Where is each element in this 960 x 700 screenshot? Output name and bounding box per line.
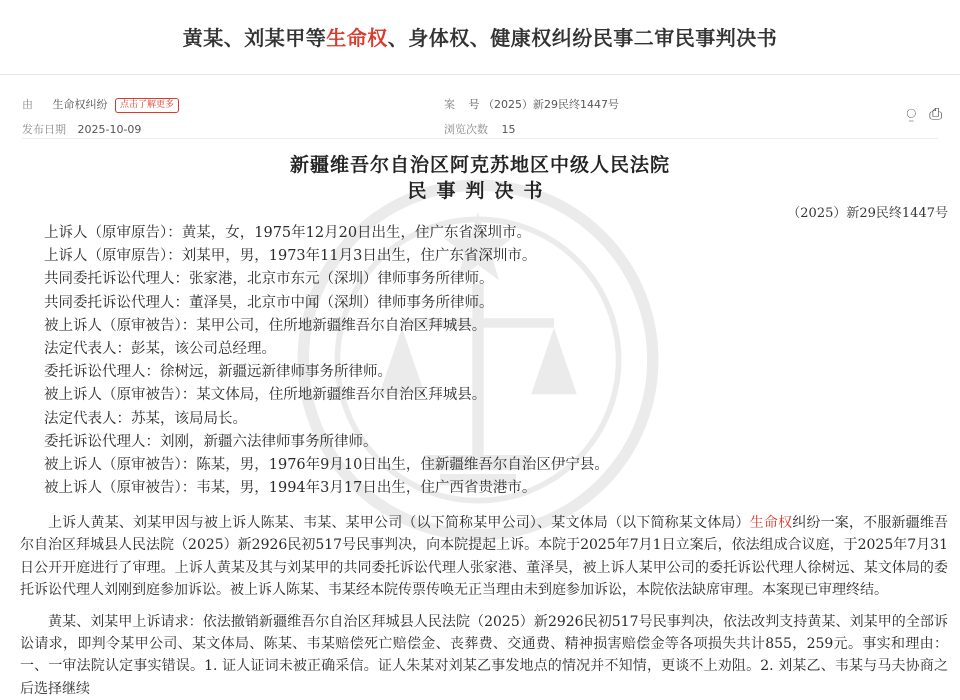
views-meta: [444, 121, 516, 137]
party-line: 上诉人（原审原告）：刘某甲，男，1973年11月3日出生，住广东省深圳市。: [44, 248, 537, 265]
party-line: 共同委托诉讼代理人：张家港，北京市东元（深圳）律师事务所律师。: [44, 271, 494, 288]
publish-date: 2025-10-09: [77, 123, 142, 136]
views-count: 15: [501, 123, 516, 136]
views-label: 浏览次数: [444, 123, 488, 136]
procedure-paragraph: 上诉人黄某、刘某甲因与被上诉人陈某、韦某、某甲公司（以下简称某甲公司）、某文体局（以下简称某文体局）生命权纠纷一案，不服新疆维吾尔自治区拜城县人民法院（2025）新2926民初517号民事判决，向本院提起上诉。本院于2025年7月1日立案后，依法组成合议庭，于2025年7月31日公开开庭进行了审理。上诉人黄某及其与刘某甲的共同委托诉讼代理人张家港、董泽昊，被上诉人某甲公司的委托诉讼代理人徐树远、某文体局的委托诉讼代理人刘刚到庭参加诉讼。被上诉人陈某、韦某经本院传票传唤无正当理由未到庭参加诉讼，本院依法缺席审理。本案现已审理终结。: [20, 515, 949, 599]
publish-meta: [22, 121, 141, 137]
court-name: 新疆维吾尔自治区阿克苏地区中级人民法院: [289, 154, 670, 176]
appeal-request-paragraph: 黄某、刘某甲上诉请求：依法撤销新疆维吾尔自治区拜城县人民法院（2025）新2926民初517号民事判决，依法改判支持黄某、刘某甲的全部诉讼请求，即判令某甲公司、某文体局、陈某、韦某赔偿死亡赔偿金、丧葬费、交通费、精神损害赔偿金等各项损失共计855，259元。事实和理由：一、一审法院认定事实错误。1. 证人证词未被正确采信。证人朱某对刘某乙事发地点的情况并不知情，更谈不上劝阻。2. 刘某乙、韦某与马夫协商之后选择继续: [20, 613, 948, 697]
cause-value: 生命权纠纷: [52, 98, 108, 111]
cause-highlight-link[interactable]: 生命权: [749, 515, 793, 531]
document-type: 民事判决书: [407, 180, 553, 202]
party-line: 共同委托诉讼代理人：董泽昊，北京市中闻（深圳）律师事务所律师。: [44, 294, 494, 311]
print-icon[interactable]: ⎙: [929, 104, 942, 123]
party-line: 被上诉人（原审被告）：某文体局，住所地新疆维吾尔自治区拜城县。: [44, 387, 487, 404]
party-line: 被上诉人（原审被告）：韦某，男，1994年3月17日出生，住广西省贵港市。: [44, 480, 537, 497]
title-highlight[interactable]: 生命权: [326, 26, 388, 50]
case-value: 号 （2025）新29民终1447号: [468, 98, 619, 111]
divider: [22, 138, 938, 139]
party-line: 委托诉讼代理人：刘刚，新疆六法律师事务所律师。: [44, 433, 378, 450]
case-meta: [444, 96, 619, 112]
toolbar: [898, 104, 942, 124]
case-number: （2025）新29民终1447号: [787, 206, 948, 221]
party-line: 被上诉人（原审被告）：陈某，男，1976年9月10日出生，住新疆维吾尔自治区伊宁县。: [44, 456, 609, 473]
page-title: 黄某、刘某甲等生命权、身体权、健康权纠纷民事二审民事判决书: [182, 26, 778, 50]
cause-meta: [22, 96, 179, 113]
case-label: 案: [444, 98, 455, 111]
cause-label: 由: [22, 98, 33, 111]
party-line: 法定代表人：苏某，该局局长。: [44, 410, 247, 427]
party-line: 被上诉人（原审被告）：某甲公司，住所地新疆维吾尔自治区拜城县。: [44, 317, 487, 334]
party-line: 法定代表人：彭某，该公司总经理。: [44, 340, 276, 357]
party-line: 上诉人（原审原告）：黄某，女，1975年12月20日出生，住广东省深圳市。: [44, 225, 532, 241]
download-icon[interactable]: ⍜: [906, 104, 917, 123]
publish-label: 发布日期: [22, 123, 66, 136]
party-line: 委托诉讼代理人：徐树远，新疆远新律师事务所律师。: [44, 364, 392, 381]
header-bar: [0, 0, 960, 75]
party-list: [44, 222, 609, 500]
cause-more-badge[interactable]: 点击了解更多: [115, 98, 179, 113]
